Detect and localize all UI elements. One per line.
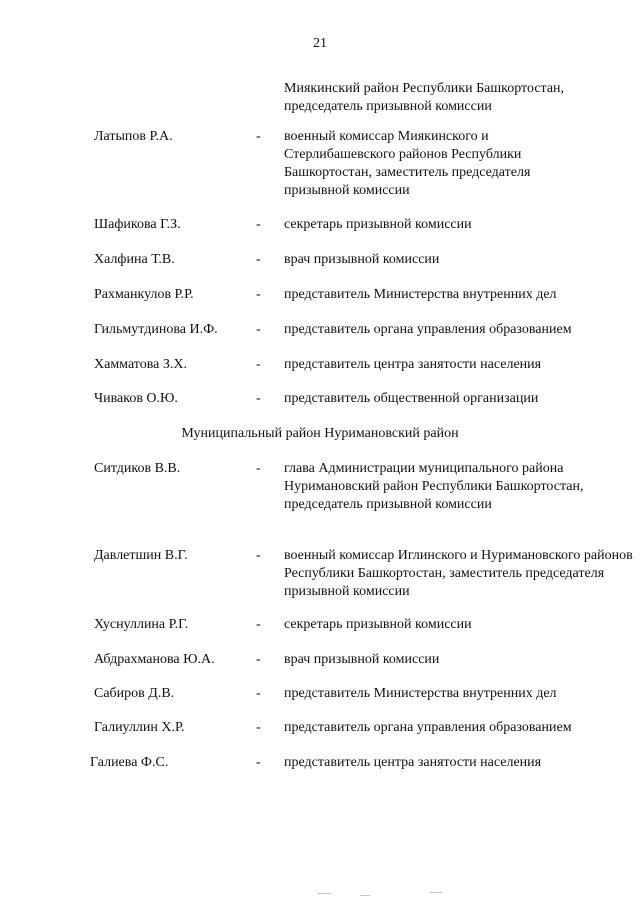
member-name: Чиваков О.Ю. [94,391,178,406]
member-role: секретарь призывной комиссии [284,617,472,632]
dash-separator: - [256,548,261,563]
member-role: представитель органа управления образованием [284,720,572,735]
member-name: Халфина Т.В. [94,252,175,267]
member-name: Абдрахманова Ю.А. [94,652,215,667]
member-name: Рахманкулов Р.Р. [94,287,194,302]
member-role: врач призывной комиссии [284,252,440,267]
dash-separator: - [256,617,261,632]
dash-separator: - [256,720,261,735]
member-name: Гильмутдинова И.Ф. [94,322,218,337]
member-name: Ситдиков В.В. [94,461,181,476]
member-name: Шафикова Г.З. [94,217,181,232]
dash-separator: - [256,652,261,667]
member-name: Сабиров Д.В. [94,686,175,701]
member-role: военный комиссар Иглинского и Нуримановского районов Республики Башкортостан, заместитель председателя призывной комиссии [284,548,633,599]
member-role: представитель центра занятости населения [284,755,542,770]
scan-mark [430,892,442,893]
member-name: Галиуллин Х.Р. [94,720,185,735]
member-role: представитель Министерства внутренних дел [284,287,557,302]
scan-mark [360,895,370,896]
member-role: представитель общественной организации [284,391,539,406]
dash-separator: - [256,391,261,406]
dash-separator: - [256,461,261,476]
member-role: представитель центра занятости населения [284,357,542,372]
member-name: Хуснуллина Р.Г. [94,617,189,632]
continuation-role-text: Миякинский район Республики Башкортостан, председатель призывной комиссии [284,81,565,114]
page-number: 21 [313,36,327,51]
member-role: секретарь призывной комиссии [284,217,472,232]
dash-separator: - [256,252,261,267]
member-role: глава Администрации муниципального района Нуримановский район Республики Башкортостан, председатель призывной комиссии [284,461,584,512]
member-name: Галиева Ф.С. [90,755,169,770]
member-name: Хамматова З.Х. [94,357,187,372]
dash-separator: - [256,686,261,701]
member-role: представитель органа управления образованием [284,322,572,337]
member-role: представитель Министерства внутренних дел [284,686,557,701]
member-name: Давлетшин В.Г. [94,548,188,563]
dash-separator: - [256,217,261,232]
dash-separator: - [256,322,261,337]
member-role: врач призывной комиссии [284,652,440,667]
dash-separator: - [256,755,261,770]
member-name: Латыпов Р.А. [94,129,173,144]
dash-separator: - [256,287,261,302]
section-title: Муниципальный район Нуримановский район [181,426,459,441]
scan-mark [318,893,332,894]
dash-separator: - [256,129,261,144]
dash-separator: - [256,357,261,372]
member-role: военный комиссар Миякинского и Стерлибашевского районов Республики Башкортостан, заместитель председателя призывной комиссии [284,129,531,198]
